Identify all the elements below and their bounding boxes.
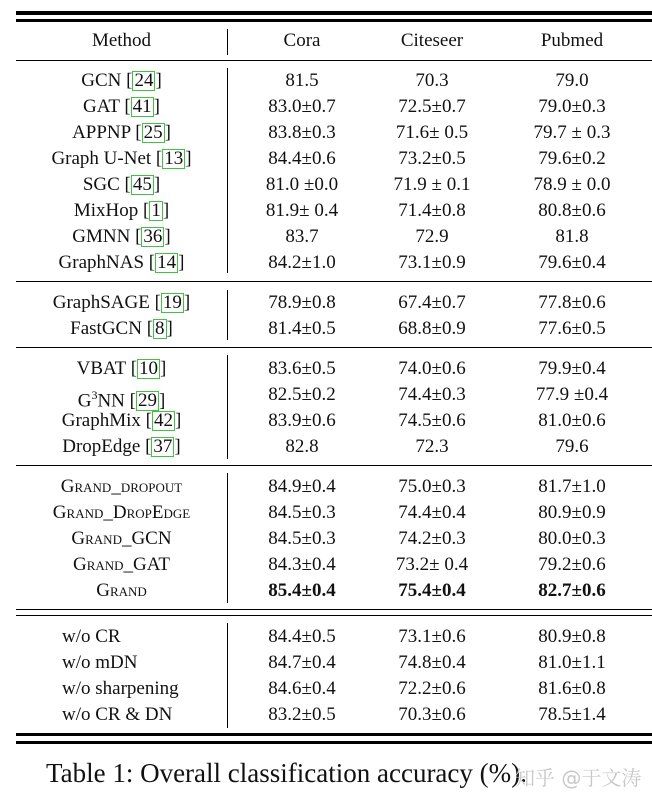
pubmed-value: 82.7±0.6 [538,580,606,601]
table-row [16,552,652,578]
table-row [16,702,652,728]
method-cell: FastGCN [ 8 ] [70,318,173,339]
method-cell: Graph U-Net [ 13 ] [51,148,192,169]
method-cell: VBAT [ 10 ] [76,358,167,379]
method-name: NN [97,390,130,412]
cora-value: 83.0±0.7 [268,96,336,117]
method-name: Graph U-Net [51,148,156,169]
pubmed-value: 77.6±0.5 [538,318,606,339]
method-name: Grand_GAT [73,554,170,575]
header-method: Method [91,30,152,51]
cora-value: 84.3±0.4 [268,554,336,575]
method-name: w/o sharpening [62,678,179,699]
pubmed-value: 79.0 [555,70,589,91]
header-pubmed: Pubmed [540,30,604,51]
method-name: DropEdge [62,436,146,457]
cora-value: 78.9±0.8 [268,292,336,313]
method-name: FastGCN [70,318,147,339]
table-row [16,408,652,434]
citeseer-value: 70.3 [415,70,449,91]
pubmed-value: 81.8 [555,226,589,247]
pubmed-value: 81.6±0.8 [538,678,606,699]
citation-link[interactable]: 19 [162,292,182,313]
table-row [16,290,652,316]
table-row [16,434,652,460]
method-cell: GraphNAS [ 14 ] [58,252,185,273]
method-cell: GAT [ 41 ] [82,96,160,117]
method-name: GraphSAGE [52,292,155,313]
header-cora: Cora [283,30,321,51]
method-name: SGC [82,174,125,195]
citation-link[interactable]: 8 [155,318,165,339]
citation-link[interactable]: 29 [137,390,157,412]
citation-link[interactable]: 13 [164,148,184,169]
pubmed-value: 79.7 ± 0.3 [533,122,611,143]
table-row [16,474,652,500]
citeseer-value: 72.9 [415,226,449,247]
method-prefix: G [77,390,92,412]
method-cell [16,474,227,500]
pubmed-value: 79.9±0.4 [538,358,606,379]
citeseer-value: 73.2± 0.4 [395,554,469,575]
cora-value: 81.0 ±0.0 [265,174,339,195]
table-row [16,120,652,146]
table-row [16,250,652,276]
citeseer-value: 73.2±0.5 [398,148,466,169]
citeseer-value: 68.8±0.9 [398,318,466,339]
citeseer-value: 74.0±0.6 [398,358,466,379]
cora-value: 83.9±0.6 [268,410,336,431]
table-row [16,198,652,224]
cora-value: 84.6±0.4 [268,678,336,699]
citation-link[interactable]: 10 [139,358,159,379]
table-row [16,172,652,198]
method-name: Grand_dropout [60,476,183,497]
method-cell [62,702,242,728]
table-caption: Table 1: Overall classification accuracy (%). [46,758,527,788]
cora-value: 84.4±0.5 [268,626,336,647]
cora-value: 84.9±0.4 [268,476,336,497]
pubmed-value: 80.0±0.3 [538,528,606,549]
citation-link[interactable]: 24 [134,70,154,91]
citeseer-value: 74.4±0.4 [398,502,466,523]
method-name: GAT [82,96,125,117]
method-name: GCN [81,70,127,91]
cora-value: 83.2±0.5 [268,704,336,725]
pubmed-value: 78.9 ± 0.0 [533,174,611,195]
method-name: w/o mDN [62,652,138,673]
cora-value: 82.8 [285,436,319,457]
cora-value: 84.5±0.3 [268,528,336,549]
section-rule-3 [16,465,652,466]
table-row [16,500,652,526]
citeseer-value: 73.1±0.6 [398,626,466,647]
citeseer-value: 74.4±0.3 [398,384,466,405]
pubmed-value: 79.6 [555,436,589,457]
method-cell: GraphSAGE [ 19 ] [52,292,191,313]
method-cell [16,578,227,604]
citation-link[interactable]: 37 [153,436,173,457]
table-row [16,676,652,702]
header-rule [16,60,652,61]
method-cell: GMNN [ 36 ] [72,226,171,247]
pubmed-value: 79.6±0.4 [538,252,606,273]
cora-value: 83.7 [285,226,319,247]
citeseer-value: 74.2±0.3 [398,528,466,549]
pubmed-value: 77.8±0.6 [538,292,606,313]
cora-value: 81.4±0.5 [268,318,336,339]
method-cell: APPNP [ 25 ] [72,122,171,143]
cora-value: 81.5 [285,70,319,91]
method-name: Grand_GCN [71,528,172,549]
method-name: GraphMix [61,410,146,431]
method-name: w/o CR & DN [62,704,173,725]
bottom-rule-2 [16,741,652,744]
citeseer-value: 75.0±0.3 [398,476,466,497]
method-cell: SGC [ 45 ] [82,174,161,195]
method-cell [62,624,242,650]
method-name: APPNP [72,122,136,143]
citation-link[interactable]: 42 [153,410,173,431]
method-cell: GraphMix [ 42 ] [61,410,182,431]
table-row [16,356,652,382]
citation-link[interactable]: 25 [143,122,163,143]
pubmed-value: 81.0±0.6 [538,410,606,431]
citeseer-value: 71.4±0.8 [398,200,466,221]
citeseer-value: 74.8±0.4 [398,652,466,673]
citeseer-value: 71.6± 0.5 [395,122,469,143]
table-row [16,224,652,250]
cora-value: 85.4±0.4 [268,580,336,601]
method-cell [62,650,242,676]
section-rule-4b [16,615,652,616]
pubmed-value: 81.7±1.0 [538,476,606,497]
top-rule-2 [16,19,652,22]
pubmed-value: 79.6±0.2 [538,148,606,169]
table-row [16,68,652,94]
citeseer-value: 75.4±0.4 [398,580,466,601]
method-name: w/o CR [62,626,121,647]
cora-value: 83.8±0.3 [268,122,336,143]
citeseer-value: 73.1±0.9 [398,252,466,273]
pubmed-value: 79.2±0.6 [538,554,606,575]
citeseer-value: 72.3 [415,436,449,457]
section-rule-2 [16,347,652,348]
citation-link[interactable]: 45 [132,174,152,195]
section-rule-1 [16,281,652,282]
cora-value: 84.4±0.6 [268,148,336,169]
method-name: Grand [96,580,147,601]
method-cell: GCN [ 24 ] [81,70,162,91]
method-name: GraphNAS [58,252,149,273]
pubmed-value: 77.9 ±0.4 [535,384,609,405]
citation-link[interactable]: 1 [151,200,161,221]
section-rule-4a [16,609,652,610]
table-row [16,578,652,604]
method-name: VBAT [76,358,131,379]
pubmed-value: 78.5±1.4 [538,704,606,725]
watermark: 知乎 @于文涛 [515,766,642,790]
citeseer-value: 72.5±0.7 [398,96,466,117]
method-cell: DropEdge [ 37 ] [62,436,181,457]
citeseer-value: 74.5±0.6 [398,410,466,431]
method-cell: $G^3NN$ [ 29 ] [77,388,166,412]
pubmed-value: 79.0±0.3 [538,96,606,117]
citeseer-value: 71.9 ± 0.1 [393,174,471,195]
method-cell: MixHop [ 1 ] [73,200,170,221]
table-header [16,28,652,54]
top-rule-1 [16,11,652,15]
table-row [16,316,652,342]
table-row [16,94,652,120]
method-name: MixHop [73,200,143,221]
table-row [16,146,652,172]
citeseer-value: 67.4±0.7 [398,292,466,313]
method-name: Grand_DropEdge [52,502,191,523]
pubmed-value: 80.9±0.8 [538,626,606,647]
method-superscript: 3 [91,388,98,402]
method-cell [16,526,227,552]
table-row [16,624,652,650]
method-name: GMNN [72,226,136,247]
citation-link[interactable]: 36 [143,226,163,247]
citation-link[interactable]: 14 [157,252,177,273]
citeseer-value: 70.3±0.6 [398,704,466,725]
bottom-rule-1 [16,733,652,736]
pubmed-value: 80.9±0.9 [538,502,606,523]
cora-value: 82.5±0.2 [268,384,336,405]
cora-value: 84.7±0.4 [268,652,336,673]
citation-link[interactable]: 41 [132,96,152,117]
cora-value: 83.6±0.5 [268,358,336,379]
table-row [16,382,652,412]
header-citeseer: Citeseer [400,30,464,51]
cora-value: 81.9± 0.4 [265,200,339,221]
table-row [16,526,652,552]
pubmed-value: 81.0±1.1 [538,652,606,673]
cora-value: 84.2±1.0 [268,252,336,273]
pubmed-value: 80.8±0.6 [538,200,606,221]
table-row [16,650,652,676]
method-cell [62,676,242,702]
cora-value: 84.5±0.3 [268,502,336,523]
method-cell [16,500,227,526]
citeseer-value: 72.2±0.6 [398,678,466,699]
method-cell [16,552,227,578]
